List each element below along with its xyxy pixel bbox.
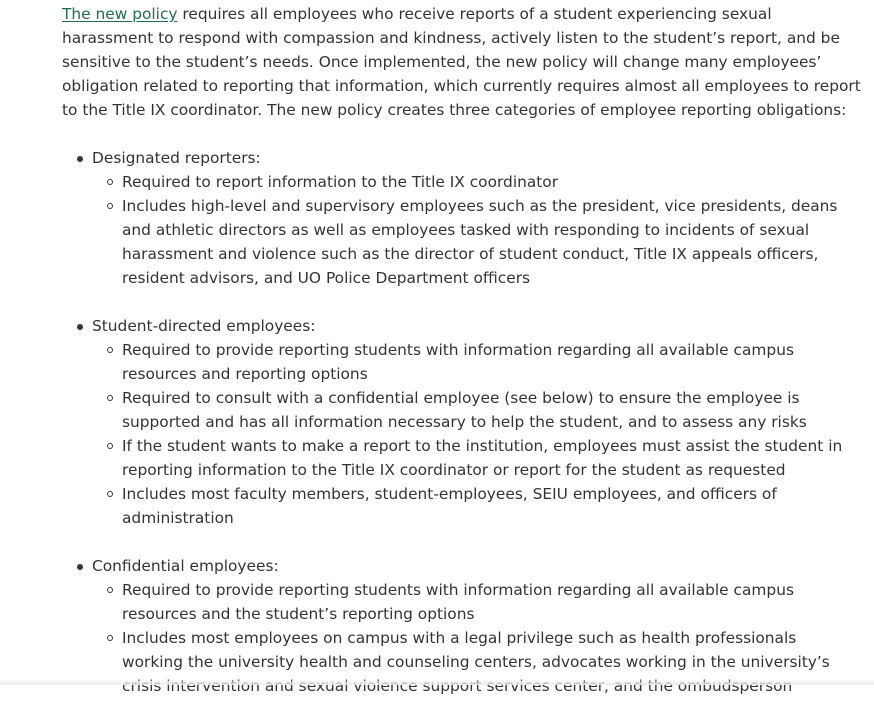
category-label: Designated reporters: xyxy=(92,149,261,167)
article-body xyxy=(62,2,862,722)
reporting-categories-list xyxy=(62,146,862,698)
list-item: Includes most faculty members, student-employees, SEIU employees, and officers of administration xyxy=(92,482,862,530)
list-item: If the student wants to make a report to the institution, employees must assist the student in reporting information to the Title IX coordinator or report for the student as requested xyxy=(92,434,862,482)
list-item: Required to provide reporting students with information regarding all available campus resources and reporting options xyxy=(92,338,862,386)
list-item: Required to provide reporting students with information regarding all available campus resources and the student’s reporting options xyxy=(92,578,862,626)
category-details-list xyxy=(92,170,862,290)
page-bottom-edge xyxy=(0,679,874,685)
category-confidential-employees xyxy=(62,554,862,698)
category-designated-reporters xyxy=(62,146,862,290)
list-item: Required to report information to the Title IX coordinator xyxy=(92,170,862,194)
category-details-list xyxy=(92,338,862,530)
category-label: Student-directed employees: xyxy=(92,317,315,335)
list-item: Includes high-level and supervisory employees such as the president, vice presidents, deans and athletic directors as well as employees tasked with responding to incidents of sexual harassment and violence such as the director of student conduct, Title IX appeals officers, resident advisors, and UO Police Department officers xyxy=(92,194,862,290)
category-student-directed-employees xyxy=(62,314,862,530)
intro-paragraph xyxy=(62,2,862,122)
category-label: Confidential employees: xyxy=(92,557,279,575)
list-item: Includes most employees on campus with a legal privilege such as health professionals working the university health and counseling centers, advocates working in the university’s crisis intervention and sexual violence support services center, and the ombudsperson xyxy=(92,626,862,698)
intro-text: requires all employees who receive reports of a student experiencing sexual harassment to respond with compassion and kindness, actively listen to the student’s report, and be sensitive to the student’s needs. Once implemented, the new policy will change many employees’ obligation related to reporting that information, which currently requires almost all employees to report to the Title IX coordinator. The new policy creates three categories of employee reporting obligations: xyxy=(62,5,861,119)
list-item: Required to consult with a confidential employee (see below) to ensure the employee is supported and has all information necessary to help the student, and to assess any risks xyxy=(92,386,862,434)
new-policy-link[interactable]: The new policy xyxy=(62,5,178,23)
